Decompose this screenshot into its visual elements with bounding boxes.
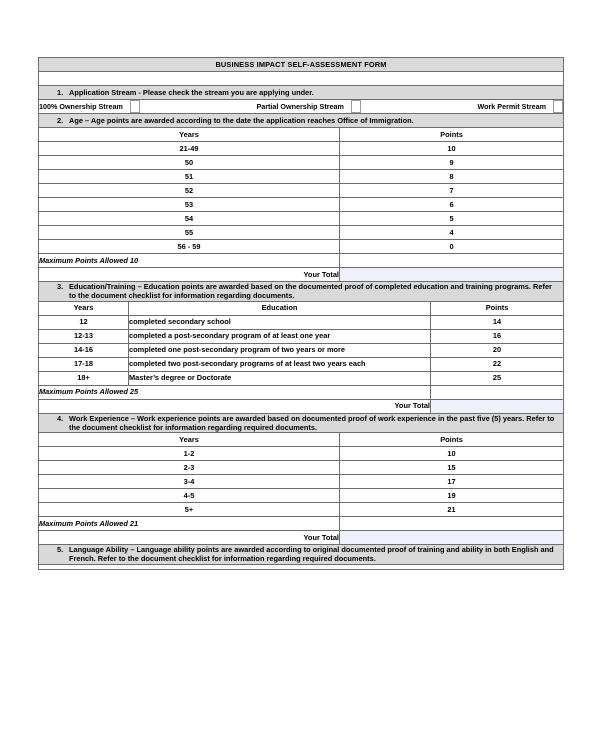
table-row: [39, 357, 564, 371]
education-row-2-points: 20: [431, 343, 564, 357]
spacer-row: [39, 72, 564, 86]
section-2-header-row: [39, 114, 564, 128]
education-col-points: Points: [431, 301, 564, 315]
work-experience-row-1-years: 2-3: [39, 461, 340, 475]
work-experience-maximum-blank-cell: [340, 517, 564, 531]
education-row-3-years: 17-18: [39, 357, 129, 371]
application-stream-options-row: [39, 100, 564, 114]
spacer-cell: [39, 72, 564, 86]
work-experience-row-0-points: 10: [340, 447, 564, 461]
work-experience-table-header-row: [39, 433, 564, 447]
age-row-7-points: 0: [340, 240, 564, 254]
age-row-6-points: 4: [340, 226, 564, 240]
age-row-3-years: 52: [39, 184, 340, 198]
form-container: [38, 57, 563, 570]
education-row-0-education: completed secondary school: [129, 315, 431, 329]
title-row: [39, 58, 564, 72]
table-row: [39, 461, 564, 475]
empty-checkbox-icon-100-ownership[interactable]: [130, 100, 140, 113]
section-application-stream-heading: [39, 86, 564, 100]
section-age-heading: [39, 114, 564, 128]
section-4-heading-text: [69, 414, 563, 433]
education-maximum-points-label: Maximum Points Allowed 25: [39, 385, 431, 399]
section-4-number: 4.: [57, 413, 64, 423]
table-row: [39, 343, 564, 357]
section-work-experience-heading: [39, 413, 564, 433]
age-row-0-years: 21-49: [39, 142, 340, 156]
age-col-points: Points: [340, 128, 564, 142]
education-your-total-label: Your Total: [39, 399, 431, 413]
age-row-1-years: 50: [39, 156, 340, 170]
age-table-header-row: [39, 128, 564, 142]
education-row-2-education: completed one post-secondary program of two years or more: [129, 343, 431, 357]
section-5-number: 5.: [57, 545, 64, 554]
table-row: [39, 503, 564, 517]
age-row-4-years: 53: [39, 198, 340, 212]
education-col-years: Years: [39, 301, 129, 315]
section-4-header-row: [39, 413, 564, 433]
section-5-heading-line2: and French. Refer to the document checklist for information regarding required documents.: [69, 545, 554, 564]
work-experience-row-4-points: 21: [340, 503, 564, 517]
work-experience-row-0-years: 1-2: [39, 447, 340, 461]
table-row: [39, 371, 564, 385]
section-1-header-row: [39, 86, 564, 100]
section-5-heading-text: [69, 545, 563, 564]
education-row-0-years: 12: [39, 315, 129, 329]
age-row-5-years: 54: [39, 212, 340, 226]
age-row-2-points: 8: [340, 170, 564, 184]
empty-checkbox-icon-work-permit[interactable]: [553, 100, 563, 113]
section-2-heading-text: Age – Age points are awarded according to the date the application reaches Office of Immigration.: [69, 115, 414, 125]
work-experience-row-4-years: 5+: [39, 503, 340, 517]
section-3-number: 3.: [57, 282, 64, 291]
education-your-total-row: [39, 399, 564, 413]
section-education-heading: [39, 282, 564, 302]
education-table-header-row: [39, 301, 564, 315]
section-1-heading-text: Application Stream - Please check the stream you are applying under.: [69, 87, 314, 97]
age-maximum-blank-cell: [340, 254, 564, 268]
education-maximum-blank-cell: [431, 385, 564, 399]
age-col-years: Years: [39, 128, 340, 142]
section-2-number: 2.: [57, 115, 64, 125]
work-experience-your-total-row: [39, 531, 564, 545]
work-experience-row-2-points: 17: [340, 475, 564, 489]
table-row: [39, 198, 564, 212]
work-experience-row-1-points: 15: [340, 461, 564, 475]
stream-option-work-permit-label: Work Permit Stream: [477, 102, 547, 111]
work-experience-maximum-points-label: Maximum Points Allowed 21: [39, 517, 340, 531]
age-your-total-input[interactable]: [340, 268, 564, 282]
age-maximum-row: [39, 254, 564, 268]
section-5-header-row: [39, 545, 564, 565]
work-experience-col-points: Points: [340, 433, 564, 447]
section-1-number: 1.: [57, 87, 64, 97]
stream-option-partial-ownership-label: Partial Ownership Stream: [256, 102, 344, 111]
stream-option-100-ownership[interactable]: [39, 100, 140, 113]
work-experience-maximum-row: [39, 517, 564, 531]
section-5-heading-line1: Language Ability – Language ability points are awarded according to original documented proof of training and ability in both English: [69, 545, 539, 554]
empty-checkbox-icon-partial-ownership[interactable]: [351, 100, 361, 113]
work-experience-row-3-points: 19: [340, 489, 564, 503]
work-experience-row-3-years: 4-5: [39, 489, 340, 503]
table-row: [39, 170, 564, 184]
work-experience-your-total-input[interactable]: [340, 531, 564, 545]
education-row-0-points: 14: [431, 315, 564, 329]
stream-option-partial-ownership[interactable]: [256, 100, 360, 113]
age-maximum-points-label: Maximum Points Allowed 10: [39, 254, 340, 268]
table-row: [39, 447, 564, 461]
form-bottom-edge-cell: [39, 564, 564, 569]
age-row-5-points: 5: [340, 212, 564, 226]
section-4-heading-line1: Work Experience – Work experience points are awarded based on documented proof of work experience in the past five (5) years.: [69, 413, 525, 423]
education-row-4-years: 18+: [39, 371, 129, 385]
education-row-1-points: 16: [431, 329, 564, 343]
education-row-3-education: completed two post-secondary programs of at least two years each: [129, 357, 431, 371]
table-row: [39, 315, 564, 329]
work-experience-col-years: Years: [39, 433, 340, 447]
education-row-1-education: completed a post-secondary program of at least one year: [129, 329, 431, 343]
table-row: [39, 212, 564, 226]
application-stream-options: [39, 100, 564, 114]
work-experience-your-total-label: Your Total: [39, 531, 340, 545]
form-body: [39, 58, 564, 570]
section-language-ability-heading: [39, 545, 564, 565]
section-3-heading-line2: Refer to the document checklist for information regarding documents.: [69, 282, 552, 301]
education-row-4-points: 25: [431, 371, 564, 385]
section-4-heading-line2: Refer to the document checklist for information regarding required documents.: [69, 413, 555, 432]
age-row-3-points: 7: [340, 184, 564, 198]
age-row-1-points: 9: [340, 156, 564, 170]
table-row: [39, 184, 564, 198]
table-row: [39, 240, 564, 254]
section-3-header-row: [39, 282, 564, 302]
table-row: [39, 142, 564, 156]
age-row-6-years: 55: [39, 226, 340, 240]
education-row-4-education: Master’s degree or Doctorate: [129, 371, 431, 385]
education-row-2-years: 14-16: [39, 343, 129, 357]
age-row-0-points: 10: [340, 142, 564, 156]
table-row: [39, 156, 564, 170]
form-bottom-edge-row: [39, 564, 564, 569]
age-row-2-years: 51: [39, 170, 340, 184]
page-title: BUSINESS IMPACT SELF-ASSESSMENT FORM: [39, 58, 564, 72]
age-row-7-years: 56 - 59: [39, 240, 340, 254]
age-your-total-row: [39, 268, 564, 282]
age-row-4-points: 6: [340, 198, 564, 212]
education-row-3-points: 22: [431, 357, 564, 371]
self-assessment-form-table: [38, 57, 564, 570]
section-3-heading-line1: Education/Training – Education points are awarded based on the documented proof of completed education and training programs.: [69, 282, 531, 291]
education-maximum-row: [39, 385, 564, 399]
education-row-1-years: 12-13: [39, 329, 129, 343]
education-your-total-input[interactable]: [431, 399, 564, 413]
work-experience-row-2-years: 3-4: [39, 475, 340, 489]
table-row: [39, 489, 564, 503]
stream-option-100-ownership-label: 100% Ownership Stream: [39, 102, 123, 111]
table-row: [39, 475, 564, 489]
education-col-education: Education: [129, 301, 431, 315]
section-3-heading-text: [69, 282, 563, 301]
table-row: [39, 226, 564, 240]
stream-option-work-permit[interactable]: [477, 100, 563, 113]
table-row: [39, 329, 564, 343]
age-your-total-label: Your Total: [39, 268, 340, 282]
